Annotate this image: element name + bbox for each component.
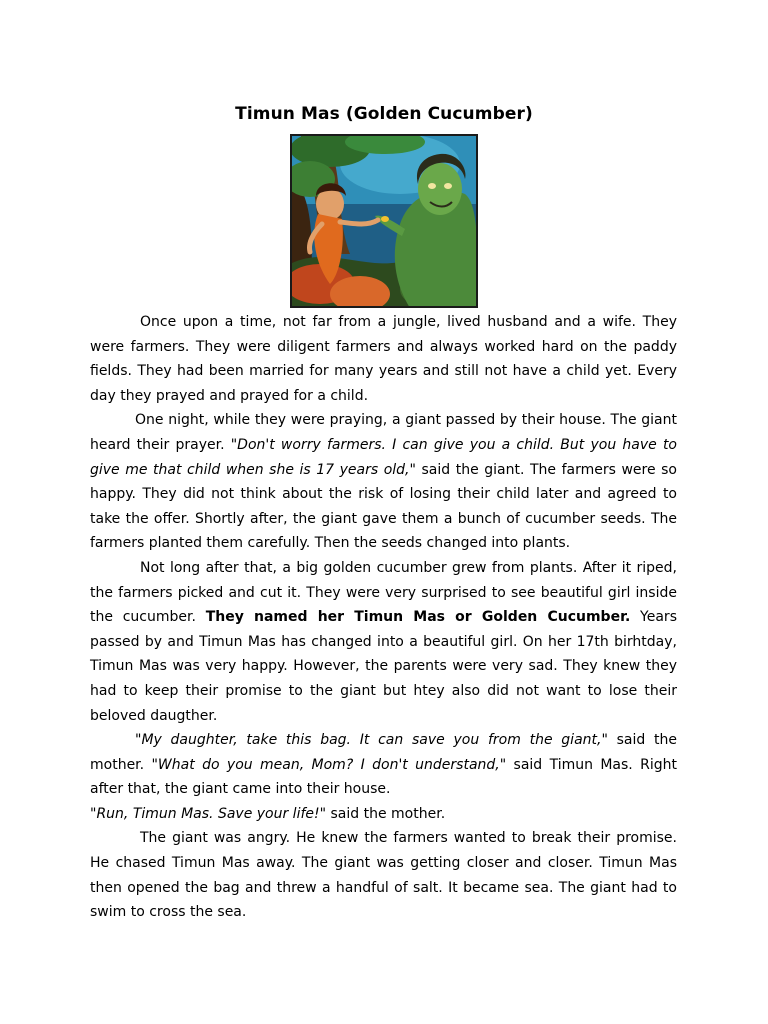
run-quote: "Run, Timun Mas. Save your life!" [90, 805, 327, 822]
paragraph-2-text-b: said the giant. The farmers were so happy. They did not think about the risk of losing their child later and agreed to take the offer. Shortly after, the giant gave them a bunch of cucumber seeds. The farmers planted them carefully. Then the seeds changed into plants. [90, 461, 677, 552]
paragraph-6-text: The giant was angry. He knew the farmers wanted to break their promise. He chased Timun Mas away. The giant was getting closer and closer. Timun Mas then opened the bag and threw a handful of salt. It became sea. The giant had to swim to cross the sea. [90, 830, 677, 921]
story-title: Timun Mas (Golden Cucumber) [235, 104, 533, 124]
paragraph-2 [90, 408, 677, 556]
paragraph-4 [90, 728, 677, 802]
paragraph-1-text: Once upon a time, not far from a jungle, lived husband and a wife. They were farmers. They were diligent farmers and always worked hard on the paddy fields. They had been married for many years and still not have a child yet. Every day they prayed and prayed for a child. [90, 314, 677, 404]
paragraph-1 [90, 310, 677, 408]
illustration-painting [290, 134, 478, 308]
paragraph-3-text-b: Years passed by and Timun Mas has changed into a beautiful girl. On her 17th birhtday, Timun Mas was very happy. However, the parents were very sad. They knew they had to keep their promise to the giant but htey also did not want to lose their beloved daugther. [90, 609, 677, 724]
paragraph-5 [90, 802, 677, 827]
paragraph-5-text: said the mother. [326, 805, 446, 822]
mother-quote: "My daughter, take this bag. It can save you from the giant," [135, 732, 608, 749]
paragraph-2-text-a: One night, while they were praying, a giant passed by their house. The giant heard their prayer. [90, 412, 677, 453]
paragraph-3 [90, 556, 677, 728]
naming-sentence: They named her Timun Mas or Golden Cucumber. [205, 609, 631, 626]
story-illustration [290, 134, 478, 308]
paragraph-6 [90, 826, 677, 924]
paragraph-4-text-a: said the mother. [90, 732, 678, 773]
giant-quote: "Don't worry farmers. I can give you a child. But you have to give me that child when she is 17 years old," [90, 436, 677, 478]
story-body [90, 310, 677, 925]
paragraph-3-text-a: Not long after that, a big golden cucumber grew from plants. After it riped, the farmers picked and cut it. They were very surprised to see beautiful girl inside the cucumber. [90, 559, 677, 626]
timun-mas-quote: "What do you mean, Mom? I don't understand," [151, 756, 507, 773]
paragraph-4-text-b: said Timun Mas. Right after that, the giant came into their house. [90, 756, 677, 798]
